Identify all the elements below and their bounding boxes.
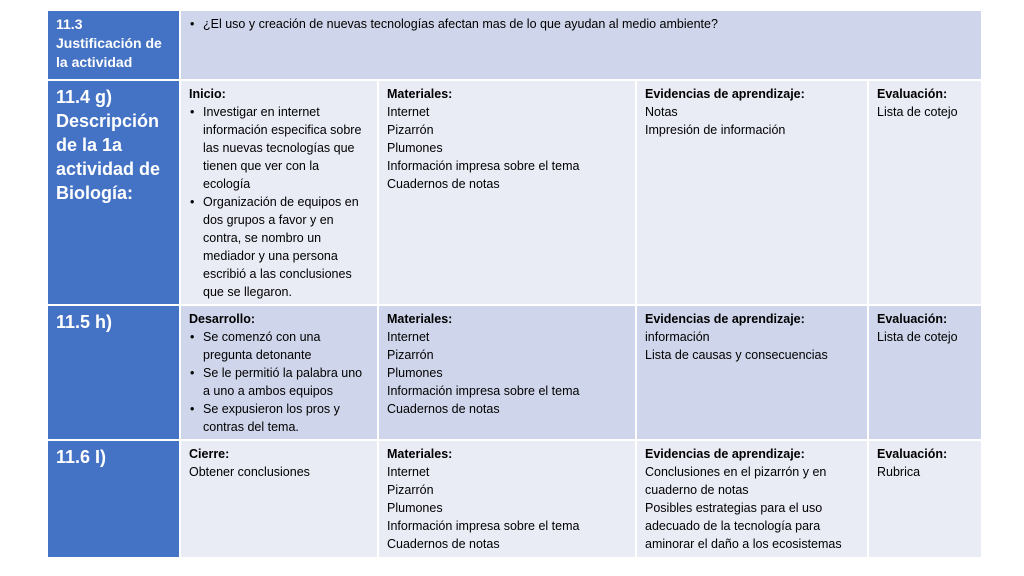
table-row <box>47 305 982 440</box>
row-header-justification: 11.3 Justificación de la actividad <box>47 10 180 80</box>
evidence-title: Evidencias de aprendizaje: <box>645 447 805 461</box>
evidence-item: Conclusiones en el pizarrón y en cuaderno de notas <box>645 465 827 497</box>
row-header-inicio: 11.4 g) Descripción de la 1a actividad de Biología: <box>47 80 180 305</box>
material-item: Internet <box>387 105 430 119</box>
materials-title: Materiales: <box>387 312 453 326</box>
material-item: Cuadernos de notas <box>387 537 500 551</box>
evidence-item: información <box>645 330 710 344</box>
activity-item: • Se le permitió la palabra uno a uno a ambos equipos <box>189 364 369 400</box>
activity-cell <box>180 440 378 558</box>
evaluation-value: Lista de cotejo <box>877 105 958 119</box>
evaluation-cell <box>868 440 982 558</box>
evaluation-cell <box>868 80 982 305</box>
row-header-desarrollo: 11.5 h) <box>47 305 180 440</box>
evidence-item: Lista de causas y consecuencias <box>645 348 828 362</box>
table-row <box>47 440 982 558</box>
row-header-cierre: 11.6 I) <box>47 440 180 558</box>
activity-item: • Se expusieron los pros y contras del tema. <box>189 400 369 436</box>
activity-title: Inicio: <box>189 87 226 101</box>
table-row <box>47 80 982 305</box>
materials-title: Materiales: <box>387 447 453 461</box>
evaluation-title: Evaluación: <box>877 87 948 101</box>
justification-question: • ¿El uso y creación de nuevas tecnologías afectan mas de lo que ayudan al medio ambiente? <box>189 15 973 33</box>
evaluation-value: Rubrica <box>877 465 921 479</box>
material-item: Pizarrón <box>387 348 434 362</box>
material-item: Plumones <box>387 366 443 380</box>
material-item: Internet <box>387 465 430 479</box>
evaluation-cell <box>868 305 982 440</box>
evidence-item: Notas <box>645 105 678 119</box>
material-item: Información impresa sobre el tema <box>387 159 580 173</box>
material-item: Pizarrón <box>387 483 434 497</box>
evidence-cell <box>636 305 868 440</box>
activity-title: Cierre: <box>189 447 230 461</box>
evidence-title: Evidencias de aprendizaje: <box>645 87 805 101</box>
activity-item: • Organización de equipos en dos grupos a favor y en contra, se nombro un mediador y una persona escribió a las conclusiones que se llegaron. <box>189 193 369 301</box>
evaluation-title: Evaluación: <box>877 447 948 461</box>
material-item: Plumones <box>387 501 443 515</box>
material-item: Plumones <box>387 141 443 155</box>
material-item: Internet <box>387 330 430 344</box>
activity-text: Obtener conclusiones <box>189 465 310 479</box>
evidence-cell <box>636 440 868 558</box>
material-item: Información impresa sobre el tema <box>387 519 580 533</box>
activity-item: • Investigar en internet información especifica sobre las nuevas tecnologías que tienen que ver con la ecología <box>189 103 369 193</box>
table-row <box>47 10 982 80</box>
activity-plan-table <box>46 9 983 559</box>
evaluation-value: Lista de cotejo <box>877 330 958 344</box>
material-item: Cuadernos de notas <box>387 402 500 416</box>
evidence-item: Impresión de información <box>645 123 786 137</box>
materials-cell <box>378 305 636 440</box>
activity-item: • Se comenzó con una pregunta detonante <box>189 328 369 364</box>
activity-title: Desarrollo: <box>189 312 255 326</box>
evidence-item: Posibles estrategias para el uso adecuado de la tecnología para aminorar el daño a los ecosistemas <box>645 501 842 551</box>
evidence-title: Evidencias de aprendizaje: <box>645 312 805 326</box>
materials-cell <box>378 440 636 558</box>
activity-cell <box>180 80 378 305</box>
materials-title: Materiales: <box>387 87 453 101</box>
activity-cell <box>180 305 378 440</box>
material-item: Cuadernos de notas <box>387 177 500 191</box>
evidence-cell <box>636 80 868 305</box>
evaluation-title: Evaluación: <box>877 312 948 326</box>
material-item: Información impresa sobre el tema <box>387 384 580 398</box>
justification-cell <box>180 10 982 80</box>
material-item: Pizarrón <box>387 123 434 137</box>
materials-cell <box>378 80 636 305</box>
